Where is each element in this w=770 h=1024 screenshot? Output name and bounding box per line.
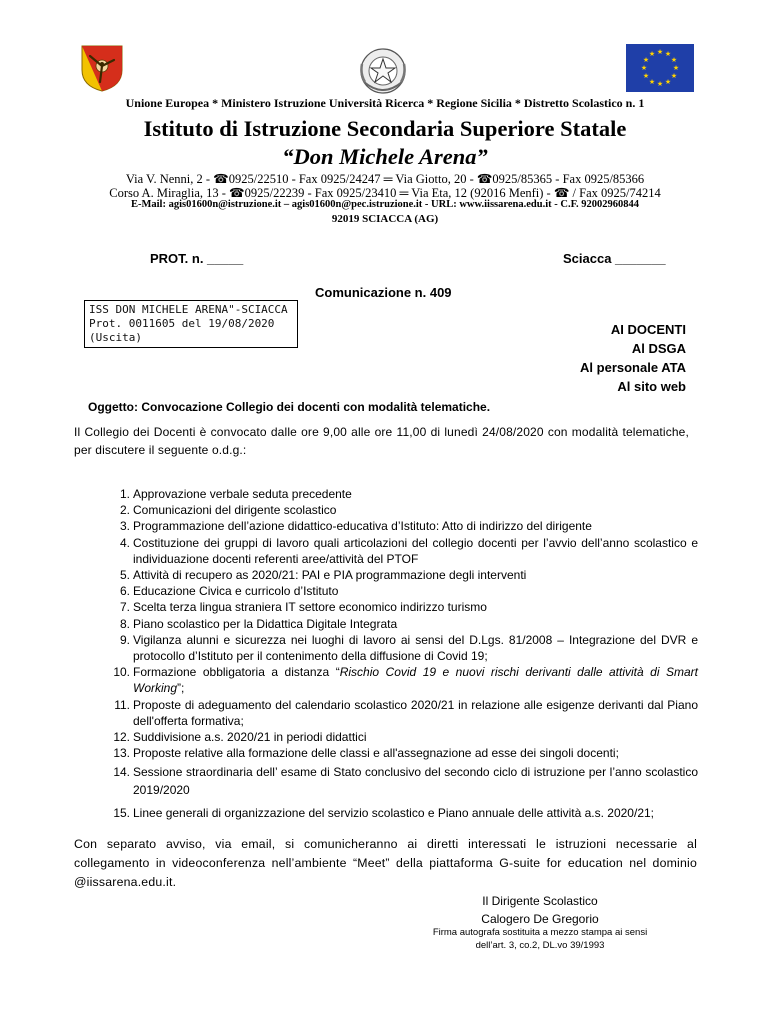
email-line: E-Mail: agis01600n@istruzione.it – agis01600n@pec.istruzione.it - URL: www.iissarena.edu.it - C.F. 92002960844 [130, 199, 640, 210]
list-item: 4. Costituzione dei gruppi di lavoro quali articolazioni del collegio docenti per l’avvio dell’anno scolastico e individuazione docenti referenti aree/attività del PTOF [119, 535, 698, 566]
protocol-number: PROT. n. _____ [150, 251, 244, 266]
list-item: 3. Programmazione dell’azione didattico-educativa d’Istituto: Atto di indirizzo del dirigente [119, 519, 592, 534]
signer-role: Il Dirigente Scolastico [482, 894, 598, 908]
closing-paragraph: Con separato avviso, via email, si comunicheranno ai diretti interessati le istruzioni necessarie al collegamento in videoconferenza nell’ambiente “Meet” della piattaforma G-suite for education nel dominio @iissarena.edu.it. [74, 837, 697, 889]
list-item: 10. Formazione obbligatoria a distanza “Rischio Covid 19 e nuovi rischi derivanti dalle attività di Smart Working”; [113, 665, 698, 696]
svg-text:★: ★ [648, 50, 656, 58]
svg-text:★: ★ [664, 78, 672, 86]
svg-text:★: ★ [664, 50, 672, 58]
signer-name: Calogero De Gregorio [481, 912, 599, 926]
list-item: 12. Suddivisione a.s. 2020/21 in periodi didattici [113, 730, 367, 745]
stamp-line-2: Prot. 0011605 del 19/08/2020 [89, 317, 275, 330]
svg-text:★: ★ [640, 64, 648, 72]
svg-text:★: ★ [670, 72, 678, 80]
address-line-2: Corso A. Miraglia, 13 - ☎0925/22239 - Fax 0925/23410 ═ Via Eta, 12 (92016 Menfi) - ☎ / Fax 0925/74214 [109, 186, 661, 200]
communication-number: Comunicazione n. 409 [315, 285, 452, 300]
institute-name: Istituto di Istruzione Secondaria Superiore Statale [143, 116, 627, 141]
recipients [580, 320, 686, 396]
list-item: 5. Attività di recupero as 2020/21: PAI e PIA programmazione degli interventi [119, 568, 527, 583]
list-item: 11. Proposte di adeguamento del calendario scolastico 2020/21 in relazione alle esigenze derivanti dal Piano dell'offerta formativa; [114, 697, 698, 728]
list-item: 7. Scelta terza lingua straniera IT settore economico indirizzo turismo [119, 600, 487, 615]
recipient: Al personale ATA [580, 360, 686, 375]
european-union-flag [626, 44, 694, 92]
institute-subtitle: “Don Michele Arena” [282, 144, 488, 169]
stamp-line-3: (Uscita) [89, 331, 142, 344]
list-item: 8. Piano scolastico per la Didattica Digitale Integrata [119, 616, 398, 631]
recipient: AI DOCENTI [610, 322, 686, 337]
list-item: 13. Proposte relative alla formazione delle classi e all'assegnazione ad esse dei singoli docenti; [113, 746, 619, 761]
recipient: Al sito web [617, 379, 686, 394]
svg-text:★: ★ [648, 78, 656, 86]
list-item: 1. Approvazione verbale seduta precedente [119, 487, 352, 501]
svg-text:★: ★ [670, 56, 678, 64]
stamp-line-1: ISS DON MICHELE ARENA"-SCIACCA [89, 303, 288, 316]
agenda-list [90, 486, 698, 822]
svg-text:★: ★ [656, 48, 664, 56]
union-line: Unione Europea * Ministero Istruzione Università Ricerca * Regione Sicilia * Distretto Scolastico n. 1 [125, 96, 645, 110]
regione-sicilia-logo [80, 44, 124, 92]
intro-paragraph: Il Collegio dei Docenti è convocato dalle ore 9,00 alle ore 11,00 di lunedì 24/08/2020 con modalità telematiche, per discutere il seguente o.d.g.: [74, 425, 689, 457]
svg-text:★: ★ [672, 64, 680, 72]
list-item: 15. Linee generali di organizzazione del servizio scolastico e Piano annuale delle attività a.s. 2020/21; [113, 806, 654, 821]
list-item: 14. Sessione straordinaria dell’ esame di Stato conclusivo del secondo ciclo di istruzione per l’anno scolastico 2019/2020 [113, 765, 698, 798]
city-line: 92019 SCIACCA (AG) [331, 213, 439, 225]
list-item: 9. Vigilanza alunni e sicurezza nei luoghi di lavoro ai sensi del D.Lgs. 81/2008 – Integrazione del DVR e protocollo d’Istituto per il contenimento della diffusione di Covid 19; [119, 632, 698, 664]
svg-text:★: ★ [642, 56, 650, 64]
signature-block [440, 892, 640, 928]
recipient: Al DSGA [631, 341, 686, 356]
signature-note: Firma autografa sostituita a mezzo stampa ai sensi dell’art. 3, co.2, DL.vo 39/1993 [432, 927, 648, 951]
svg-text:★: ★ [642, 72, 650, 80]
protocol-stamp [84, 300, 298, 348]
repubblica-italiana-emblem [356, 44, 410, 98]
subject-line: Oggetto: Convocazione Collegio dei docenti con modalità telematiche. [88, 400, 491, 414]
list-item: 2. Comunicazioni del dirigente scolastico [119, 503, 337, 518]
svg-text:★: ★ [656, 80, 664, 88]
address-line-1: Via V. Nenni, 2 - ☎0925/22510 - Fax 0925/24247 ═ Via Giotto, 20 - ☎0925/85365 - Fax 0925/85366 [125, 172, 645, 186]
list-item: 6. Educazione Civica e curricolo d’Istituto [119, 584, 339, 599]
date-place: Sciacca _______ [563, 251, 666, 266]
